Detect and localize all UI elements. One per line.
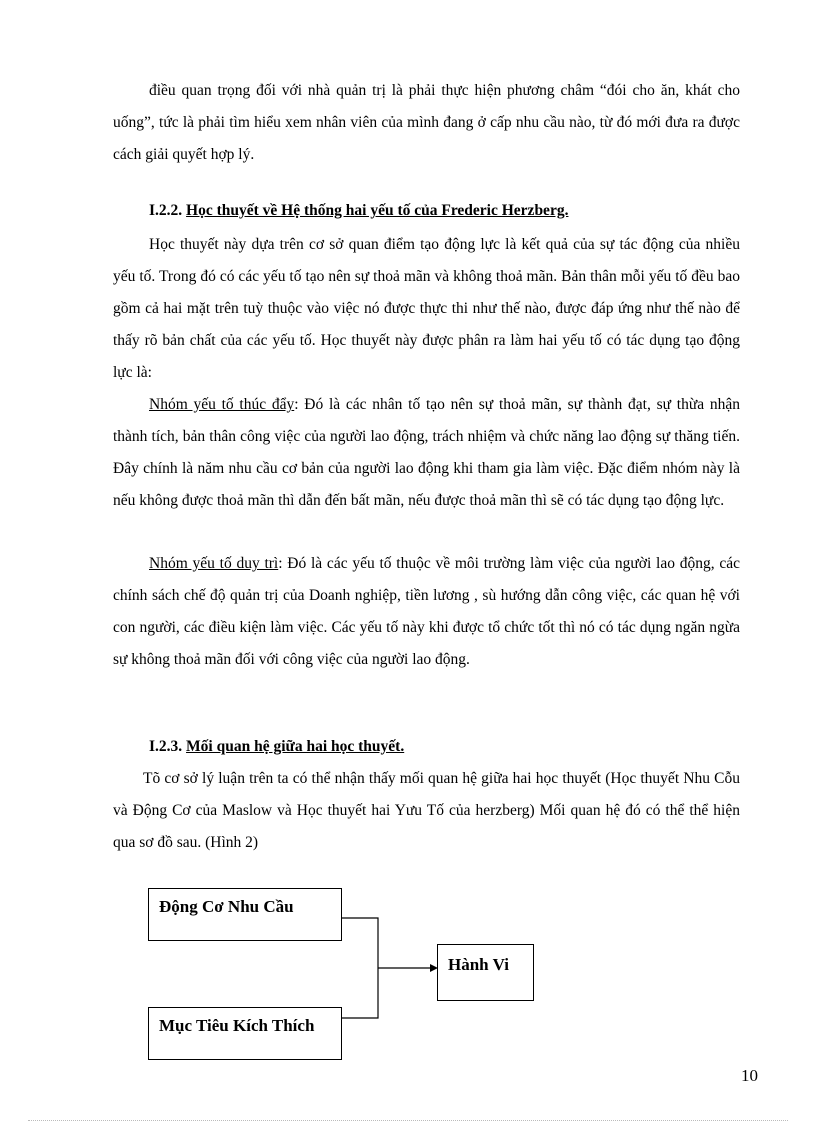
section-123-number: I.2.3. (149, 738, 183, 755)
section-122-title: Học thuyết về Hệ thống hai yếu tố của Frederic Herzberg. (186, 202, 569, 219)
section-122-number: I.2.2. (149, 202, 183, 219)
page-number: 10 (741, 1066, 758, 1085)
box-goal-label: Mục Tiêu Kích Thích (159, 1016, 315, 1035)
footer-divider (28, 1120, 788, 1121)
box-need-motivation (148, 888, 342, 941)
motivation-text: : Đó là các nhân tố tạo nên sự thoả mãn, sự thành đạt, sự thừa nhận thành tích, bản thân công việc của người lao động, trách nhiệm và chức năng lao động sự thăng tiến. Đây chính là năm nhu cầu cơ bản của người lao động khi tham gia làm việc. Đặc điểm nhóm này là nếu không được thoả mãn thì dẫn đến bất mãn, nếu được thoả mãn thì sẽ có tác dụng tạo động lực. (113, 396, 740, 509)
bracket-connector (341, 918, 378, 1018)
section-123-paragraph: Tõ cơ sở lý luận trên ta có thể nhận thấy mối quan hệ giữa hai học thuyết (Học thuyết Nhu Cỗu và Động Cơ của Maslow và Học thuyết hai Yưu Tố của herzberg) Mối quan hệ đó có thể thể hiện qua sơ đồ sau. (Hình 2) (113, 770, 740, 851)
box-goal-incentive (148, 1007, 342, 1060)
maintenance-label: Nhóm yếu tố duy trì (149, 555, 279, 572)
motivation-label: Nhóm yếu tố thúc đẩy (149, 396, 295, 413)
intro-paragraph: điều quan trọng đối với nhà quản trị là phải thực hiện phương châm “đói cho ăn, khát cho uống”, tức là phải tìm hiểu xem nhân viên của mình đang ở cấp nhu cầu nào, từ đó mới đưa ra được cách giải quyết hợp lý. (113, 82, 740, 163)
box-behavior-label: Hành Vi (448, 955, 509, 974)
box-need-label: Động Cơ Nhu Cầu (159, 897, 294, 916)
section-122-paragraph: Học thuyết này dựa trên cơ sở quan điểm tạo động lực là kết quả của sự tác động của nhiều yếu tố. Trong đó có các yếu tố tạo nên sự thoả mãn và không thoả mãn. Bản thân mỗi yếu tố đều bao gồm cả hai mặt trên tuỳ thuộc vào việc nó được thực thi như thế nào, được đáp ứng như thế nào để thấy rõ bản chất của các yếu tố. Học thuyết này được phân ra làm hai yếu tố có tác dụng tạo động lực là: (113, 236, 740, 381)
section-123-title: Mối quan hệ giữa hai học thuyết. (186, 738, 405, 755)
maintenance-text: : Đó là các yếu tố thuộc về môi trường làm việc của người lao động, các chính sách chế độ quản trị của Doanh nghiệp, tiền lương , sù hướng dẫn công việc, các quan hệ với con người, các điều kiện làm việc. Các yếu tố này khi được tổ chức tốt thì nó có tác dụng ngăn ngừa sự không thoả mãn đối với công việc của người lao động. (113, 555, 740, 668)
box-behavior (437, 944, 534, 1001)
